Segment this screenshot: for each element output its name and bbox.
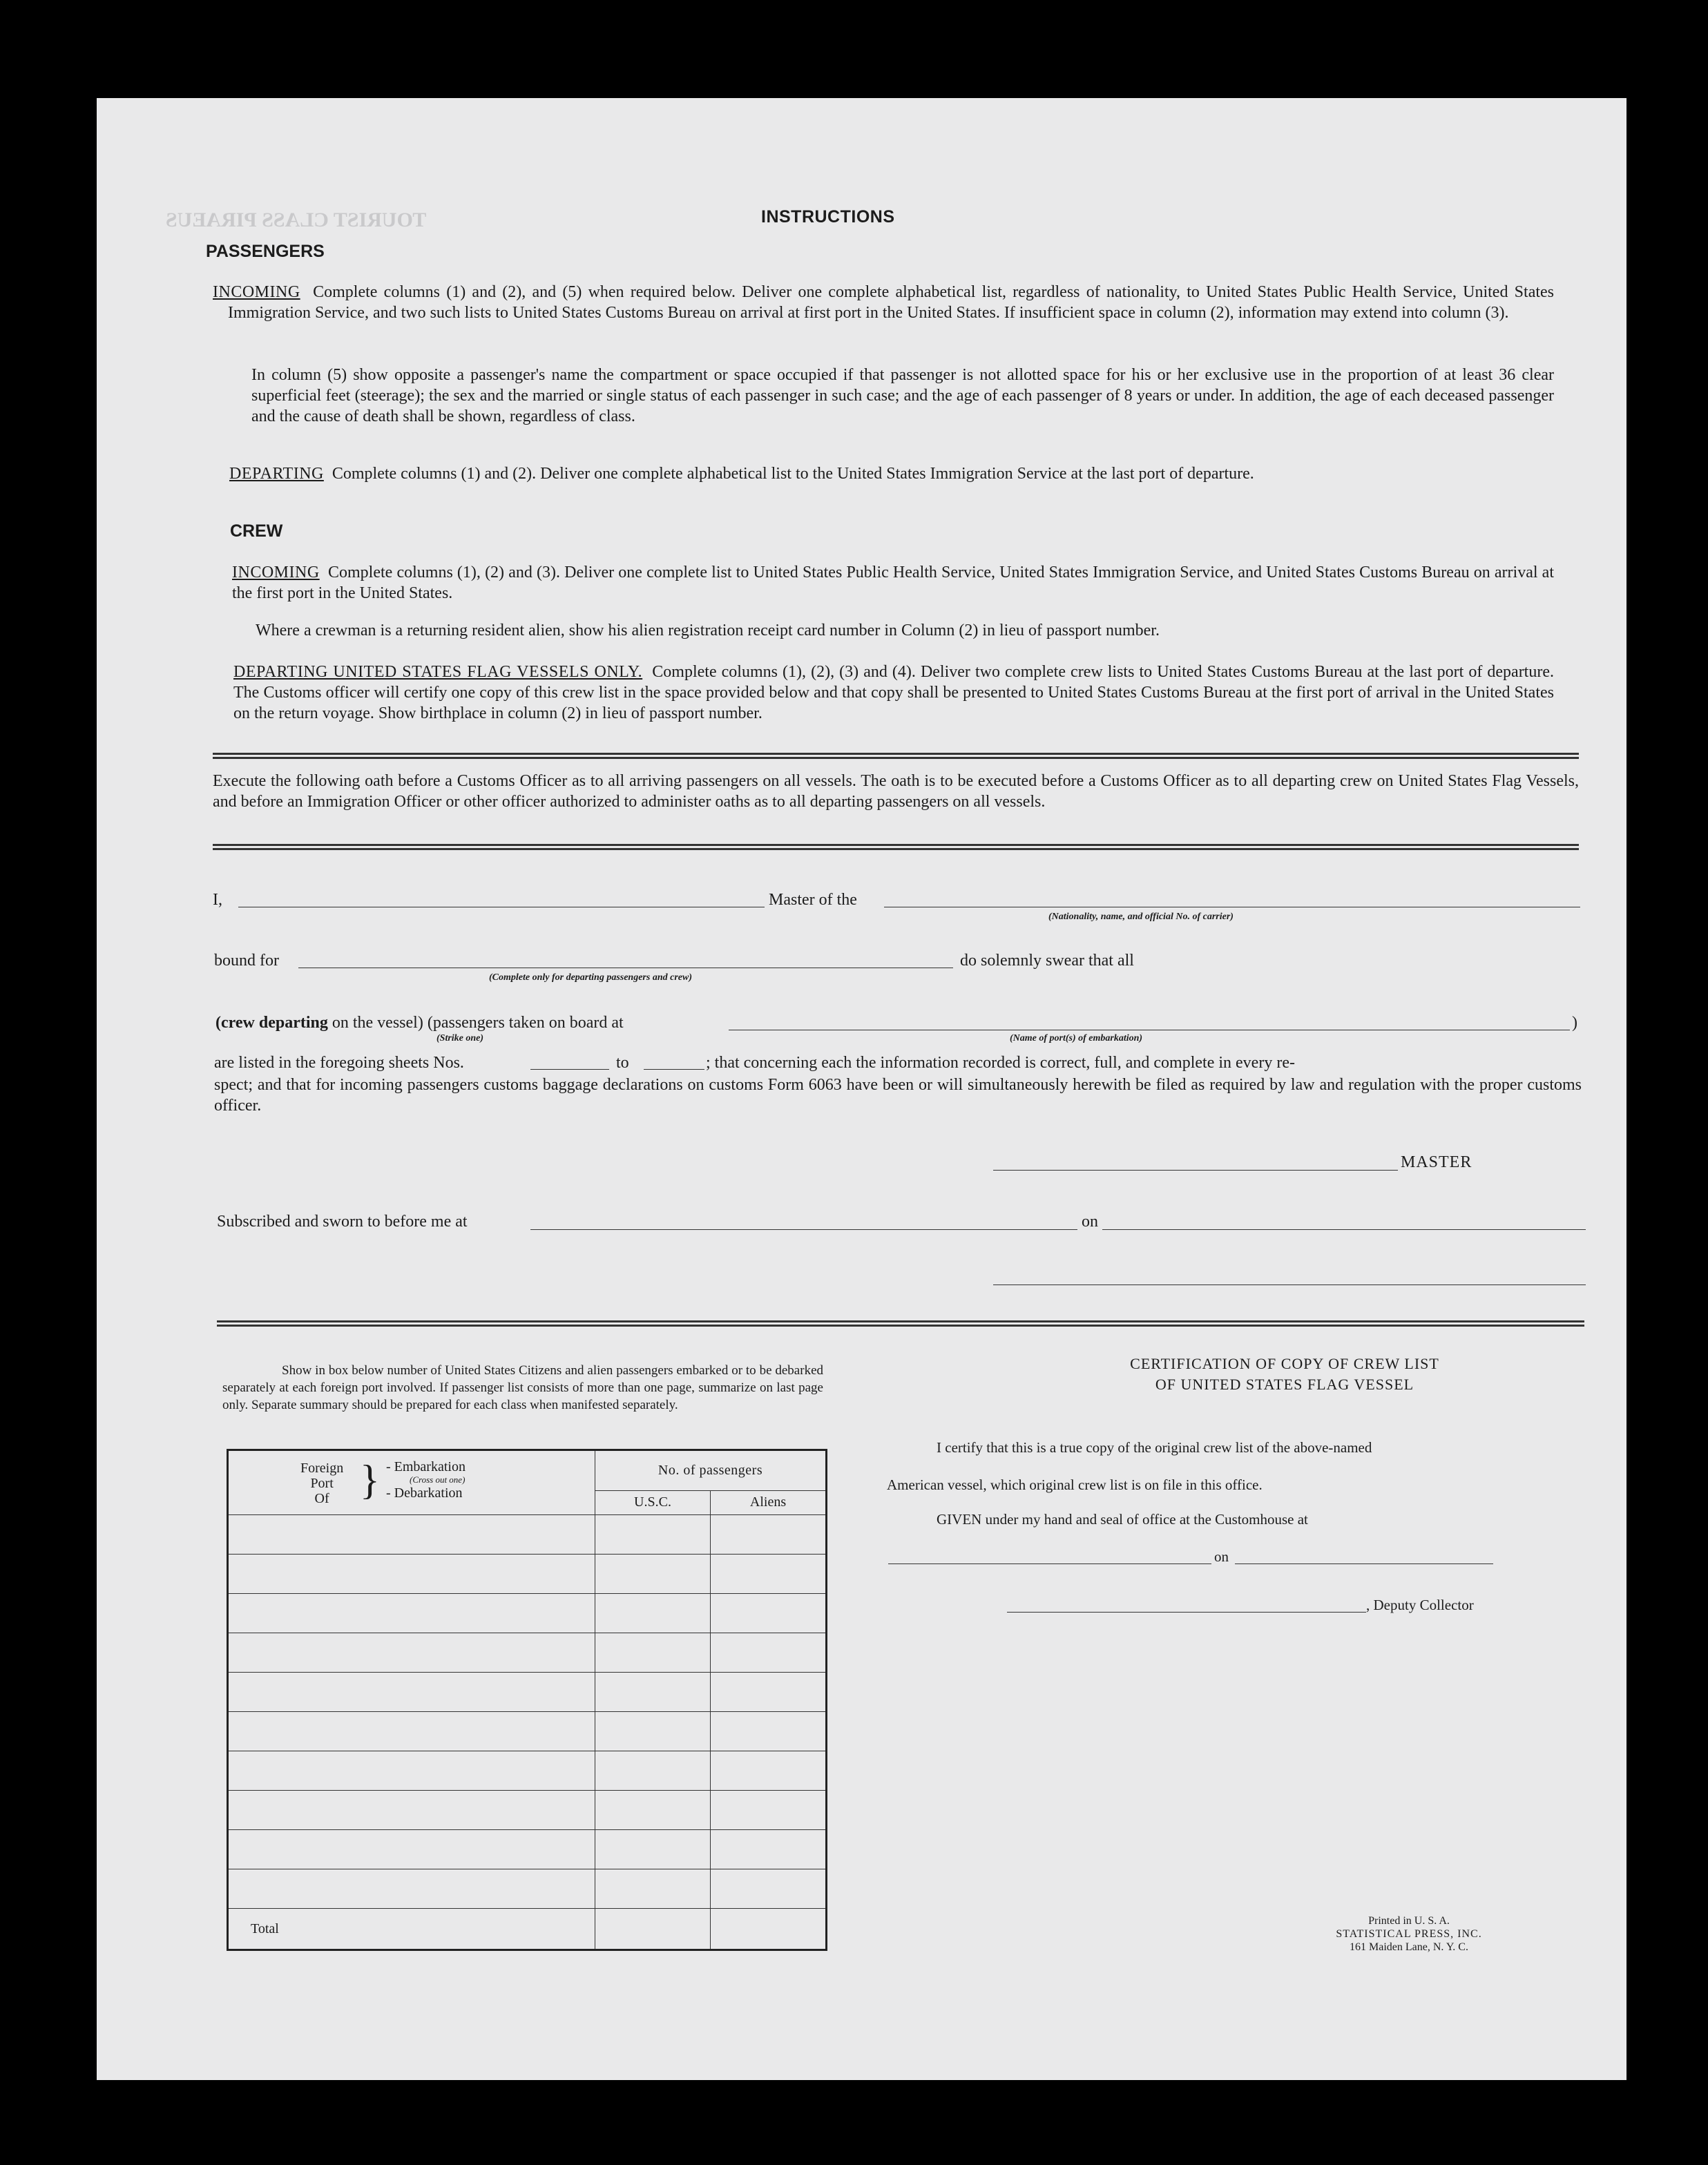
printer-line-3: 161 Maiden Lane, N. Y. C. — [1350, 1941, 1468, 1953]
crew-incoming-paragraph-2: Where a crewman is a returning resident alien, show his alien registration receipt card number in Column (2) in lieu of passport number. — [256, 622, 1160, 639]
master-of-label: Master of the — [769, 891, 857, 909]
printer-line-2: STATISTICAL PRESS, INC. — [1336, 1928, 1482, 1940]
passengers-heading: PASSENGERS — [206, 242, 325, 261]
port-label: Port — [310, 1476, 334, 1491]
sheet-from-field[interactable] — [530, 1069, 609, 1070]
crew-heading: CREW — [230, 521, 283, 541]
ports-caption: (Name of port(s) of embarkation) — [1010, 1033, 1143, 1043]
usc-cell[interactable] — [595, 1791, 711, 1830]
crew-departing-text: (crew departing — [215, 1014, 328, 1032]
divider — [213, 753, 1579, 759]
usc-cell[interactable] — [595, 1555, 711, 1594]
table-row — [228, 1673, 827, 1712]
sheets-to-label: to — [616, 1054, 629, 1072]
summary-note: Show in box below number of United States Citizens and alien passengers embarked or to be debarked separately at each foreign port involved. If passenger list consists of more than one page, summarize on last page only. Separate summary should be prepared for each class when manifested separately. — [222, 1363, 823, 1412]
certify-on-label: on — [1214, 1548, 1229, 1565]
divider — [213, 844, 1579, 850]
master-label: MASTER — [1401, 1153, 1472, 1171]
passengers-departing-label: DEPARTING — [229, 465, 324, 483]
table-row — [228, 1633, 827, 1673]
usc-cell[interactable] — [595, 1712, 711, 1751]
passengers-taken-text: (passengers taken on board at — [427, 1014, 624, 1032]
oath-i-label: I, — [213, 891, 222, 909]
port-header-cell — [228, 1450, 595, 1515]
crew-departing-paragraph — [233, 662, 1554, 724]
embarkation-label: - Embarkation — [386, 1459, 466, 1474]
sheet-to-field[interactable] — [644, 1069, 704, 1070]
sworn-on-label: on — [1082, 1213, 1098, 1231]
passengers-header: No. of passengers — [595, 1450, 827, 1491]
port-cell[interactable] — [228, 1594, 595, 1633]
brace-icon: } — [360, 1457, 380, 1503]
table-row — [228, 1830, 827, 1869]
close-paren: ) — [1572, 1014, 1577, 1032]
usc-header: U.S.C. — [595, 1490, 711, 1514]
port-cell[interactable] — [228, 1555, 595, 1594]
usc-cell[interactable] — [595, 1869, 711, 1909]
passengers-incoming-label: INCOMING — [213, 283, 300, 301]
divider — [217, 1320, 1584, 1327]
passengers-departing-text: Complete columns (1) and (2). Deliver one complete alphabetical list to the United States Immigration Service at the last port of departure. — [332, 465, 1254, 483]
bleed-through-text: TOURIST CLASS PIRAEUS — [166, 209, 427, 231]
passengers-incoming-paragraph — [213, 282, 1555, 323]
officer-signature-field[interactable] — [993, 1284, 1586, 1285]
crew-departing-text: Complete columns (1), (2), (3) and (4). Deliver two complete crew lists to United States Customs Bureau at the last port of departure. The Customs officer will certify one copy of this crew list in the space provided below and that copy shall be presented to United States Customs Bureau at the first port of arrival in the United States on the return voyage. Show birthplace in column (2) in lieu of passport number. — [233, 663, 1554, 722]
master-signature-field[interactable] — [993, 1170, 1398, 1171]
sworn-date-field[interactable] — [1102, 1229, 1586, 1230]
table-row — [228, 1555, 827, 1594]
crew-departing-label: DEPARTING UNITED STATES FLAG VESSELS ONLY. — [233, 663, 643, 681]
sheets-label: are listed in the foregoing sheets Nos. — [214, 1054, 464, 1072]
aliens-cell[interactable] — [711, 1751, 827, 1791]
passengers-incoming-text: Complete columns (1) and (2), and (5) when required below. Deliver one complete alphabetical list, regardless of nationality, to United States Public Health Service, United States Immigration Service, and two such lists to United States Customs Bureau on arrival at first port in the United States. If insufficient space in column (2), information may extend into column (3). — [228, 283, 1555, 322]
table-row — [228, 1712, 827, 1751]
customhouse-field[interactable] — [888, 1563, 1211, 1564]
aliens-cell[interactable] — [711, 1515, 827, 1555]
usc-cell[interactable] — [595, 1673, 711, 1712]
crew-incoming-text: Complete columns (1), (2) and (3). Deliver one complete list to United States Public Health Service, United States Immigration Service, and United States Customs Bureau on arrival at the first port in the United States. — [232, 564, 1554, 602]
table-row — [228, 1869, 827, 1909]
embark-debark-text — [386, 1459, 466, 1501]
table-row — [228, 1515, 827, 1555]
carrier-caption: (Nationality, name, and official No. of carrier) — [1048, 912, 1234, 922]
swear-label: do solemnly swear that all — [960, 952, 1134, 970]
deputy-collector-label: , Deputy Collector — [1366, 1597, 1474, 1613]
subscribed-label: Subscribed and sworn to before me at — [217, 1213, 468, 1231]
certify-date-field[interactable] — [1235, 1563, 1493, 1564]
oath-text-c: spect; and that for incoming passengers customs baggage declarations on customs Form 6063 have been or will simultaneously herewith be filed as required by law and regulation with the proper customs officer. — [214, 1076, 1582, 1115]
table-row — [228, 1751, 827, 1791]
aliens-cell[interactable] — [711, 1869, 827, 1909]
oath-text-b: ; that concerning each the information recorded is correct, full, and complete in every re- — [706, 1054, 1295, 1072]
aliens-cell[interactable] — [711, 1673, 827, 1712]
aliens-header: Aliens — [711, 1490, 827, 1514]
port-cell[interactable] — [228, 1712, 595, 1751]
passengers-departing-paragraph — [231, 463, 1554, 484]
port-cell[interactable] — [228, 1869, 595, 1909]
crew-incoming-label: INCOMING — [232, 564, 320, 581]
aliens-cell[interactable] — [711, 1791, 827, 1830]
usc-cell[interactable] — [595, 1515, 711, 1555]
printer-imprint — [1271, 1914, 1547, 1954]
passenger-summary-table — [227, 1449, 827, 1951]
total-row — [228, 1909, 827, 1950]
aliens-cell[interactable] — [711, 1555, 827, 1594]
total-label: Total — [228, 1909, 595, 1950]
certification-title — [988, 1354, 1582, 1395]
certification-title-line-2: OF UNITED STATES FLAG VESSEL — [1155, 1376, 1414, 1393]
aliens-cell[interactable] — [711, 1594, 827, 1633]
crew-incoming-paragraph — [232, 562, 1554, 604]
table-row — [228, 1791, 827, 1830]
table-row — [228, 1594, 827, 1633]
port-cell[interactable] — [228, 1751, 595, 1791]
usc-cell[interactable] — [595, 1633, 711, 1673]
port-cell[interactable] — [228, 1791, 595, 1830]
aliens-cell[interactable] — [711, 1830, 827, 1869]
port-cell[interactable] — [228, 1633, 595, 1673]
certification-title-line-1: CERTIFICATION OF COPY OF CREW LIST — [1130, 1355, 1439, 1372]
aliens-total-cell[interactable] — [711, 1909, 827, 1950]
port-header-text — [300, 1461, 343, 1506]
port-cell[interactable] — [228, 1515, 595, 1555]
strike-caption: (Strike one) — [436, 1033, 484, 1043]
form-page — [97, 98, 1627, 2080]
certify-line-3: GIVEN under my hand and seal of office at the Customhouse at — [937, 1511, 1308, 1528]
aliens-cell[interactable] — [711, 1633, 827, 1673]
usc-cell[interactable] — [595, 1751, 711, 1791]
certify-line-1: I certify that this is a true copy of the original crew list of the above-named — [937, 1439, 1372, 1456]
of-label: Of — [314, 1491, 329, 1506]
debarkation-label: - Debarkation — [386, 1485, 463, 1501]
oath-intro: Execute the following oath before a Customs Officer as to all arriving passengers on all vessels. The oath is to be executed before a Customs Officer as to all departing crew on United States Flag Vessels, and before an Immigration Officer or other officer authorized to administer oaths as to all departing passengers on all vessels. — [213, 772, 1579, 811]
foreign-label: Foreign — [300, 1461, 344, 1476]
printer-line-1: Printed in U. S. A. — [1368, 1915, 1450, 1927]
crew-departing-option — [215, 1014, 624, 1032]
deputy-signature-field[interactable] — [1007, 1612, 1366, 1613]
cross-out-caption: (Cross out one) — [410, 1474, 466, 1485]
certify-line-2: American vessel, which original crew list is on file in this office. — [887, 1476, 1263, 1493]
sworn-location-field[interactable] — [530, 1229, 1077, 1230]
bound-for-caption: (Complete only for departing passengers and crew) — [489, 972, 692, 983]
port-cell[interactable] — [228, 1830, 595, 1869]
page-title: INSTRUCTIONS — [761, 207, 895, 227]
bound-for-label: bound for — [214, 952, 279, 970]
on-the-vessel-text: on the vessel) — [327, 1014, 423, 1032]
port-cell[interactable] — [228, 1673, 595, 1712]
usc-cell[interactable] — [595, 1594, 711, 1633]
aliens-cell[interactable] — [711, 1712, 827, 1751]
passengers-incoming-paragraph-2: In column (5) show opposite a passenger's name the compartment or space occupied if that passenger is not allotted space for his or her exclusive use in the proportion of at least 36 clear superficial feet (steerage); the sex and the married or single status of each passenger in such case; and the age of each passenger of 8 years or under. In addition, the age of each deceased passenger and the cause of death shall be shown, regardless of class. — [251, 366, 1554, 425]
usc-cell[interactable] — [595, 1830, 711, 1869]
usc-total-cell[interactable] — [595, 1909, 711, 1950]
